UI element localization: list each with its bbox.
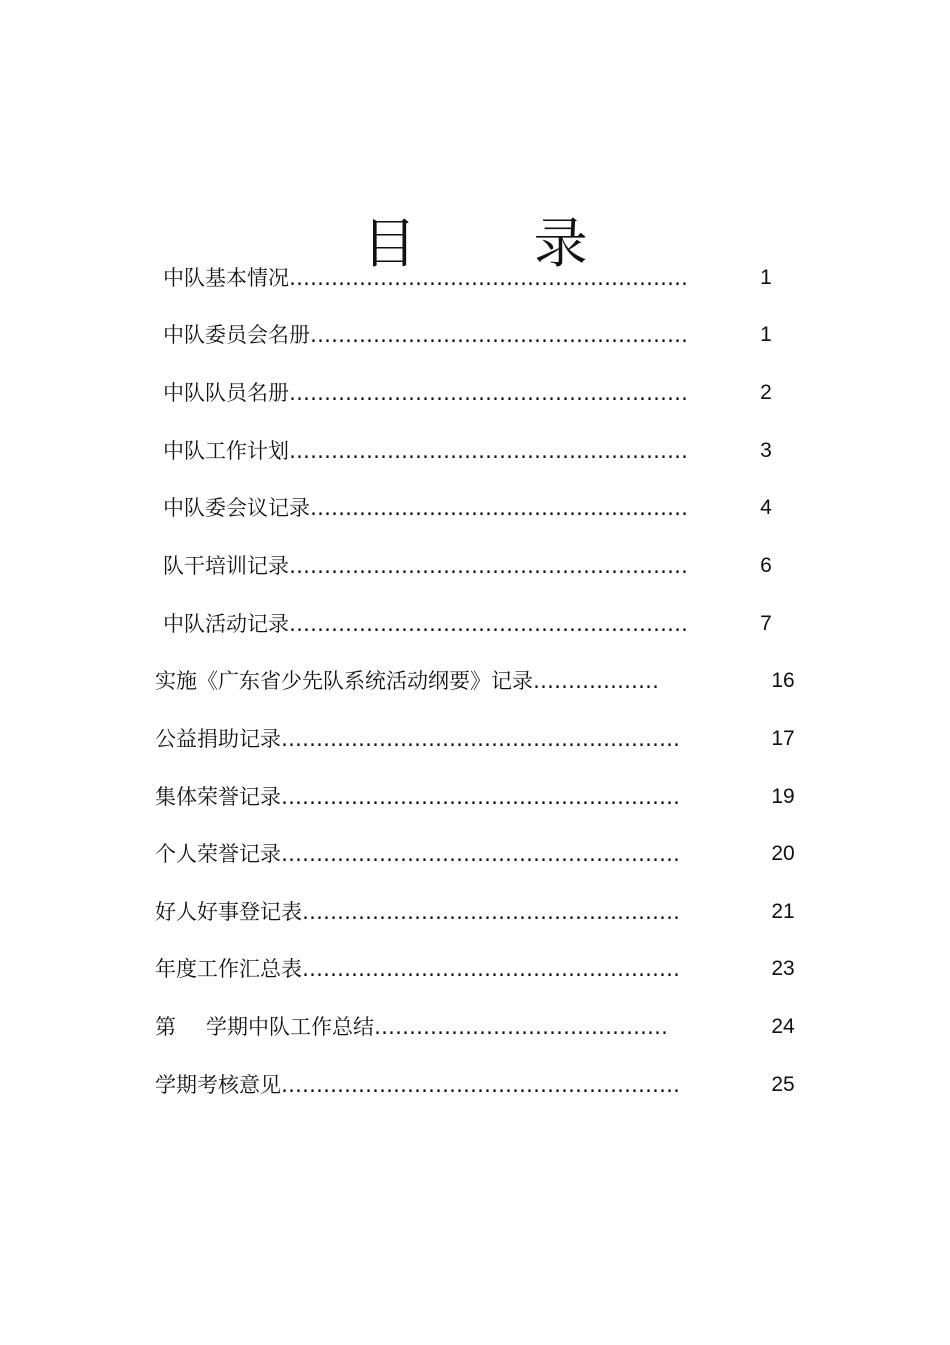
toc-entry[interactable] <box>155 838 795 870</box>
toc-entry-page: 6 <box>760 554 772 577</box>
toc-entry-label: 实施《广东省少先队系统活动纲要》记录……………… <box>155 669 659 693</box>
toc-entry-label: 年度工作汇总表……………………………………………… <box>155 957 680 981</box>
toc-entry-page: 24 <box>771 1015 795 1038</box>
toc-entry-page: 3 <box>760 439 772 462</box>
toc-entry-label-suffix: 学期中队工作总结…………………………………… <box>206 1015 668 1039</box>
toc-entry-label: 公益捐助记录………………………………………………… <box>155 727 680 751</box>
toc-entry-label: 队干培训记录………………………………………………… <box>163 554 688 578</box>
toc-entry-label: 中队基本情况………………………………………………… <box>163 266 688 290</box>
toc-entry-page: 21 <box>771 900 795 923</box>
toc-entry[interactable] <box>163 550 772 582</box>
toc-entry[interactable] <box>155 896 795 928</box>
toc-entry-page: 19 <box>771 785 795 808</box>
toc-entry-page: 23 <box>771 957 795 980</box>
toc-entry[interactable] <box>155 781 795 813</box>
toc-entry-label: 学期考核意见………………………………………………… <box>155 1073 680 1097</box>
toc-entry[interactable] <box>155 953 795 985</box>
toc-entry-label <box>155 1011 668 1043</box>
toc-entry[interactable] <box>155 723 795 755</box>
page-title: 目 录 <box>362 212 638 276</box>
toc-entry-page: 7 <box>760 612 772 635</box>
toc-entry-page: 2 <box>760 381 772 404</box>
toc-entry-page: 1 <box>760 266 772 289</box>
toc-entry-label: 中队工作计划………………………………………………… <box>163 439 688 463</box>
toc-entry-page: 4 <box>760 496 772 519</box>
toc-entry[interactable] <box>155 665 795 697</box>
toc-entry-label: 中队活动记录………………………………………………… <box>163 612 688 636</box>
toc-entry-page: 17 <box>771 727 795 750</box>
toc-entry[interactable] <box>163 435 772 467</box>
toc-entry-page: 16 <box>771 669 795 692</box>
toc-entry-label: 中队队员名册………………………………………………… <box>163 381 688 405</box>
toc-entry-page: 1 <box>760 323 772 346</box>
toc-entry[interactable] <box>163 262 772 294</box>
toc-entry-page: 20 <box>771 842 795 865</box>
toc-entry[interactable] <box>163 319 772 351</box>
toc-entry-label: 集体荣誉记录………………………………………………… <box>155 785 680 809</box>
toc-entry[interactable] <box>163 608 772 640</box>
toc-entry[interactable] <box>163 492 772 524</box>
toc-entry-label-prefix: 第 <box>155 1015 176 1039</box>
toc-entry[interactable] <box>155 1069 795 1101</box>
toc-entry-label: 个人荣誉记录………………………………………………… <box>155 842 680 866</box>
toc-entry-label: 好人好事登记表……………………………………………… <box>155 900 680 924</box>
toc-entry-label: 中队委员会名册……………………………………………… <box>163 323 688 347</box>
toc-entry[interactable] <box>155 1011 795 1043</box>
toc-entry-page: 25 <box>771 1073 795 1096</box>
toc-entry[interactable] <box>163 377 772 409</box>
toc-entry-label: 中队委会议记录……………………………………………… <box>163 496 688 520</box>
